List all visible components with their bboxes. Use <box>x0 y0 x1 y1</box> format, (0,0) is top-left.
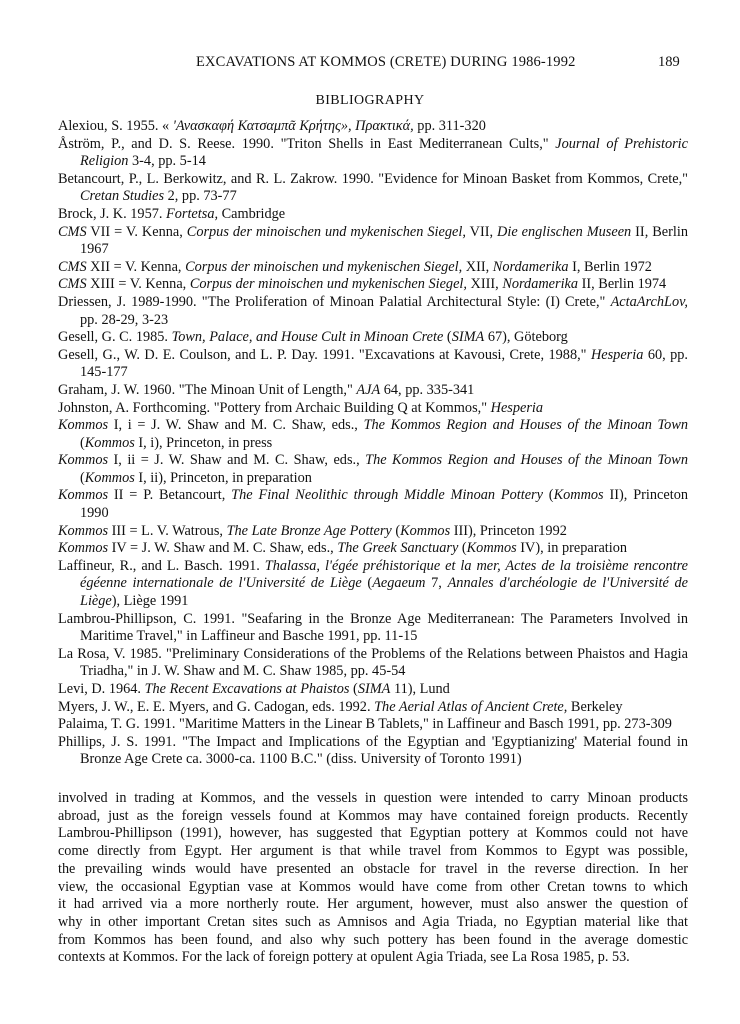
entry-italic-text: Nordamerika <box>492 258 569 275</box>
bibliography-entry <box>58 699 688 717</box>
entry-text: XII = V. Kenna, <box>86 258 186 275</box>
entry-text: Berkeley <box>567 698 623 715</box>
bibliography-entry <box>58 523 688 541</box>
entry-text: 3-4, pp. 5-14 <box>128 153 206 170</box>
entry-italic-text: Kommos <box>58 487 109 504</box>
entry-text: Graham, J. W. 1960. "The Minoan Unit of Length," <box>58 381 357 398</box>
footnote-line: come directly from Egypt. Her argument is that while travel from Kommos to Egypt was possible, <box>58 843 688 860</box>
entry-text: Gesell, G. C. 1985. <box>58 329 172 346</box>
bibliography-entry <box>58 681 688 699</box>
bibliography-entry <box>58 400 688 418</box>
entry-italic-text: Cretan Studies <box>80 188 165 205</box>
entry-italic-text: Corpus der minoischen und mykenischen Siegel, <box>185 258 463 275</box>
entry-italic-text: Hesperia <box>590 346 644 363</box>
bibliography-entry <box>58 716 688 734</box>
entry-text: ( <box>391 522 401 539</box>
entry-text: Laffineur, R., and L. Basch. 1991. <box>58 557 265 574</box>
running-title: EXCAVATIONS AT KOMMOS (CRETE) DURING 1986-1992 <box>196 54 576 70</box>
entry-italic-text: Annales d'archéologie de l'Université de Liège <box>80 575 688 610</box>
entry-italic-text: Hesperia <box>490 399 544 416</box>
bibliography-entry <box>58 611 688 646</box>
entry-text: VII = V. Kenna, <box>86 223 187 240</box>
bibliography-entry <box>58 224 688 259</box>
entry-text: I, i = J. W. Shaw and M. C. Shaw, eds., <box>108 417 364 434</box>
bibliography-entry <box>58 382 688 400</box>
footnote-line: from Kommos has been found, and also why such pottery has been found in the average domestic <box>58 931 688 948</box>
entry-text: I, i), Princeton, in press <box>134 434 273 451</box>
entry-text: III = L. V. Watrous, <box>108 522 227 539</box>
entry-italic-text: The Final Neolithic through Middle Minoan Pottery <box>231 487 543 504</box>
bibliography-entry <box>58 259 688 277</box>
entry-text: Åström, P., and D. S. Reese. 1990. "Triton Shells in East Mediterranean Cults," <box>58 135 556 152</box>
entry-text: Myers, J. W., E. E. Myers, and G. Cadogan, eds. 1992. <box>58 698 375 715</box>
footnote-line: Lambrou-Phillipson (1991), however, has suggested that Egyptian pottery at Kommos could not have <box>58 825 688 842</box>
entry-text: XIII, <box>466 276 503 293</box>
entry-italic-text: ActaArchLov, <box>610 293 688 310</box>
entry-italic-text: Journal of Prehistoric Religion <box>80 135 689 170</box>
bibliography-entry <box>58 118 688 136</box>
entry-text: 7, <box>425 575 448 592</box>
entry-italic-text: The Aerial Atlas of Ancient Crete, <box>374 698 568 715</box>
entry-italic-text: Town, Palace, and House Cult in Minoan Crete <box>171 329 444 346</box>
entry-italic-text: SIMA <box>357 681 391 697</box>
entry-italic-text: Corpus der minoischen und mykenischen Siegel, <box>186 223 466 240</box>
entry-text: I, Berlin 1972 <box>568 258 652 275</box>
entry-text: XII, <box>462 258 493 275</box>
entry-italic-text: Fortetsa, <box>166 205 219 222</box>
entry-text: Betancourt, P., L. Berkowitz, and R. L. Zakrow. 1990. "Evidence for Minoan Basket from Kommos, Crete," <box>58 170 688 187</box>
entry-text: II, Berlin 1974 <box>578 276 667 293</box>
entry-italic-text: Kommos <box>58 522 109 539</box>
footnote-line: contexts at Kommos. For the lack of foreign pottery at opulent Agia Triada, see La Rosa 1985, p. 53. <box>58 949 630 966</box>
entry-text: 2, pp. 73-77 <box>164 188 237 205</box>
entry-italic-text: 'Ανασκαφή Κατσαμπᾶ Κρήτης», Πρακτικά, <box>172 118 414 134</box>
entry-text: Johnston, A. Forthcoming. "Pottery from Archaic Building Q at Kommos," <box>58 399 491 416</box>
entry-text: Driessen, J. 1989-1990. "The Proliferation of Minoan Palatial Architectural Style: (I) Crete," <box>58 293 611 310</box>
entry-text: Brock, J. K. 1957. <box>58 205 167 222</box>
entry-italic-text: CMS <box>58 276 87 293</box>
entry-text: Palaima, T. G. 1991. "Maritime Matters in the Linear B Tablets," in Laffineur and Basch 1991, pp. 273-309 <box>58 716 672 733</box>
entry-text: Cambridge <box>218 205 286 222</box>
entry-italic-text: The Recent Excavations at Phaistos <box>144 681 350 697</box>
entry-italic-text: Kommos <box>84 469 135 486</box>
entry-italic-text: Kommos <box>58 540 109 557</box>
entry-italic-text: Kommos <box>553 487 604 504</box>
entry-text: ( <box>349 681 358 697</box>
entry-italic-text: CMS <box>58 223 87 240</box>
bibliography-entry <box>58 136 688 171</box>
bibliography-entry <box>58 329 688 347</box>
bibliography-entry <box>58 294 688 329</box>
entry-italic-text: The Kommos Region and Houses of the Minoan Town <box>365 452 688 469</box>
entry-text: IV = J. W. Shaw and M. C. Shaw, eds., <box>108 540 338 557</box>
entry-italic-text: The Kommos Region and Houses of the Minoan Town <box>363 417 689 434</box>
footnote-line: view, the occasional Egyptian vase at Kommos would have come from other Cretan towns to which <box>58 878 688 895</box>
entry-text: pp. 311-320 <box>413 118 486 134</box>
entry-italic-text: The Late Bronze Age Pottery <box>226 522 392 539</box>
entry-italic-text: Corpus der minoischen und mykenischen Siegel, <box>189 276 467 293</box>
entry-text: ( <box>458 540 467 557</box>
entry-text: 64, pp. 335-341 <box>380 381 475 398</box>
entry-text: ), Liège 1991 <box>111 593 189 610</box>
entry-text: pp. 28-29, 3-23 <box>80 311 169 328</box>
page-number: 189 <box>658 54 680 70</box>
bibliography-list <box>58 118 688 769</box>
bibliography-entry <box>58 734 688 769</box>
entry-text: Gesell, G., W. D. E. Coulson, and L. P. Day. 1991. "Excavations at Kavousi, Crete, 1988," <box>58 346 591 363</box>
entry-text: XIII = V. Kenna, <box>86 276 190 293</box>
entry-text: 67), Göteborg <box>484 329 568 346</box>
bibliography-entry <box>58 646 688 681</box>
entry-text: ( <box>361 575 373 592</box>
entry-text: II), Princeton 1990 <box>80 487 688 522</box>
entry-text: Alexiou, S. 1955. « <box>58 118 173 134</box>
entry-italic-text: Aegaeum <box>372 575 426 592</box>
entry-text: I, ii = J. W. Shaw and M. C. Shaw, eds., <box>108 452 366 469</box>
entry-text: Lambrou-Phillipson, C. 1991. "Seafaring in the Bronze Age Mediterranean: The Parameters Involved in Maritime Travel," in Laffineur and Basche 1991, pp. 11-15 <box>58 610 688 645</box>
footnote-line: the prevailing winds would have presented an obstacle for travel in the reverse direction. In her <box>58 860 688 877</box>
entry-text: 11), Lund <box>390 681 450 697</box>
entry-text: I, ii), Princeton, in preparation <box>134 469 312 486</box>
entry-text: VII, <box>465 223 498 240</box>
bibliography-entry <box>58 276 688 294</box>
bibliography-entry <box>58 452 688 487</box>
entry-text: IV), in preparation <box>516 540 628 557</box>
entry-italic-text: Kommos <box>84 434 135 451</box>
entry-text: La Rosa, V. 1985. "Preliminary Considerations of the Problems of the Relations between Phaistos and Hagia Triadha," in J. W. Shaw and M. C. Shaw 1985, pp. 45-54 <box>58 645 688 680</box>
bibliography-entry <box>58 487 688 522</box>
entry-text: ( <box>443 329 452 346</box>
entry-italic-text: Thalassa, l'égée préhistorique et la mer, Actes de la troisième rencontre égéenne internationale de l'Université de Liège <box>80 557 688 592</box>
footnote-line: why in other important Cretan sites such as Amnisos and Agia Triada, no Egyptian material like that <box>58 913 688 930</box>
entry-text: 60, pp. 145-177 <box>80 346 689 381</box>
bibliography-entry <box>58 417 688 452</box>
entry-italic-text: Nordamerika <box>502 276 579 293</box>
footnote-line: involved in trading at Kommos, and the vessels in question were intended to carry Minoan products <box>58 790 688 806</box>
bibliography-entry <box>58 347 688 382</box>
entry-italic-text: The Greek Sanctuary <box>337 540 459 557</box>
entry-italic-text: AJA <box>356 381 381 398</box>
bibliography-entry <box>58 171 688 206</box>
section-heading: BIBLIOGRAPHY <box>315 93 425 108</box>
entry-italic-text: CMS <box>58 258 87 275</box>
entry-italic-text: Kommos <box>58 417 109 434</box>
entry-text: Phillips, J. S. 1991. "The Impact and Implications of the Egyptian and 'Egyptianizing' Material found in Bronze Age Crete ca. 3000-ca. 1100 B.C." (diss. University of Toronto 1991) <box>58 733 688 768</box>
footnote-line: abroad, just as the foreign vessels found at Kommos may have contained foreign products. Recently <box>58 807 688 824</box>
entry-text: II, Berlin 1967 <box>80 223 688 258</box>
entry-italic-text: Kommos <box>400 522 451 539</box>
entry-text: ( <box>542 487 554 504</box>
footnote <box>58 790 688 967</box>
entry-italic-text: Die englischen Museen <box>497 223 632 240</box>
entry-italic-text: Kommos <box>58 452 109 469</box>
entry-text: III), Princeton 1992 <box>450 522 567 539</box>
footnote-line: it had arrived via a more northerly route. Her argument, however, must also answer the question of <box>58 896 688 913</box>
entry-italic-text: SIMA <box>451 329 485 346</box>
entry-text: Levi, D. 1964. <box>58 681 145 697</box>
entry-text: II = P. Betancourt, <box>108 487 232 504</box>
bibliography-entry <box>58 206 688 224</box>
page-header <box>0 54 740 74</box>
bibliography-entry <box>58 558 688 611</box>
entry-text: ( <box>80 434 85 451</box>
entry-italic-text: Kommos <box>466 540 517 557</box>
entry-text: ( <box>80 469 85 486</box>
bibliography-entry <box>58 540 688 558</box>
